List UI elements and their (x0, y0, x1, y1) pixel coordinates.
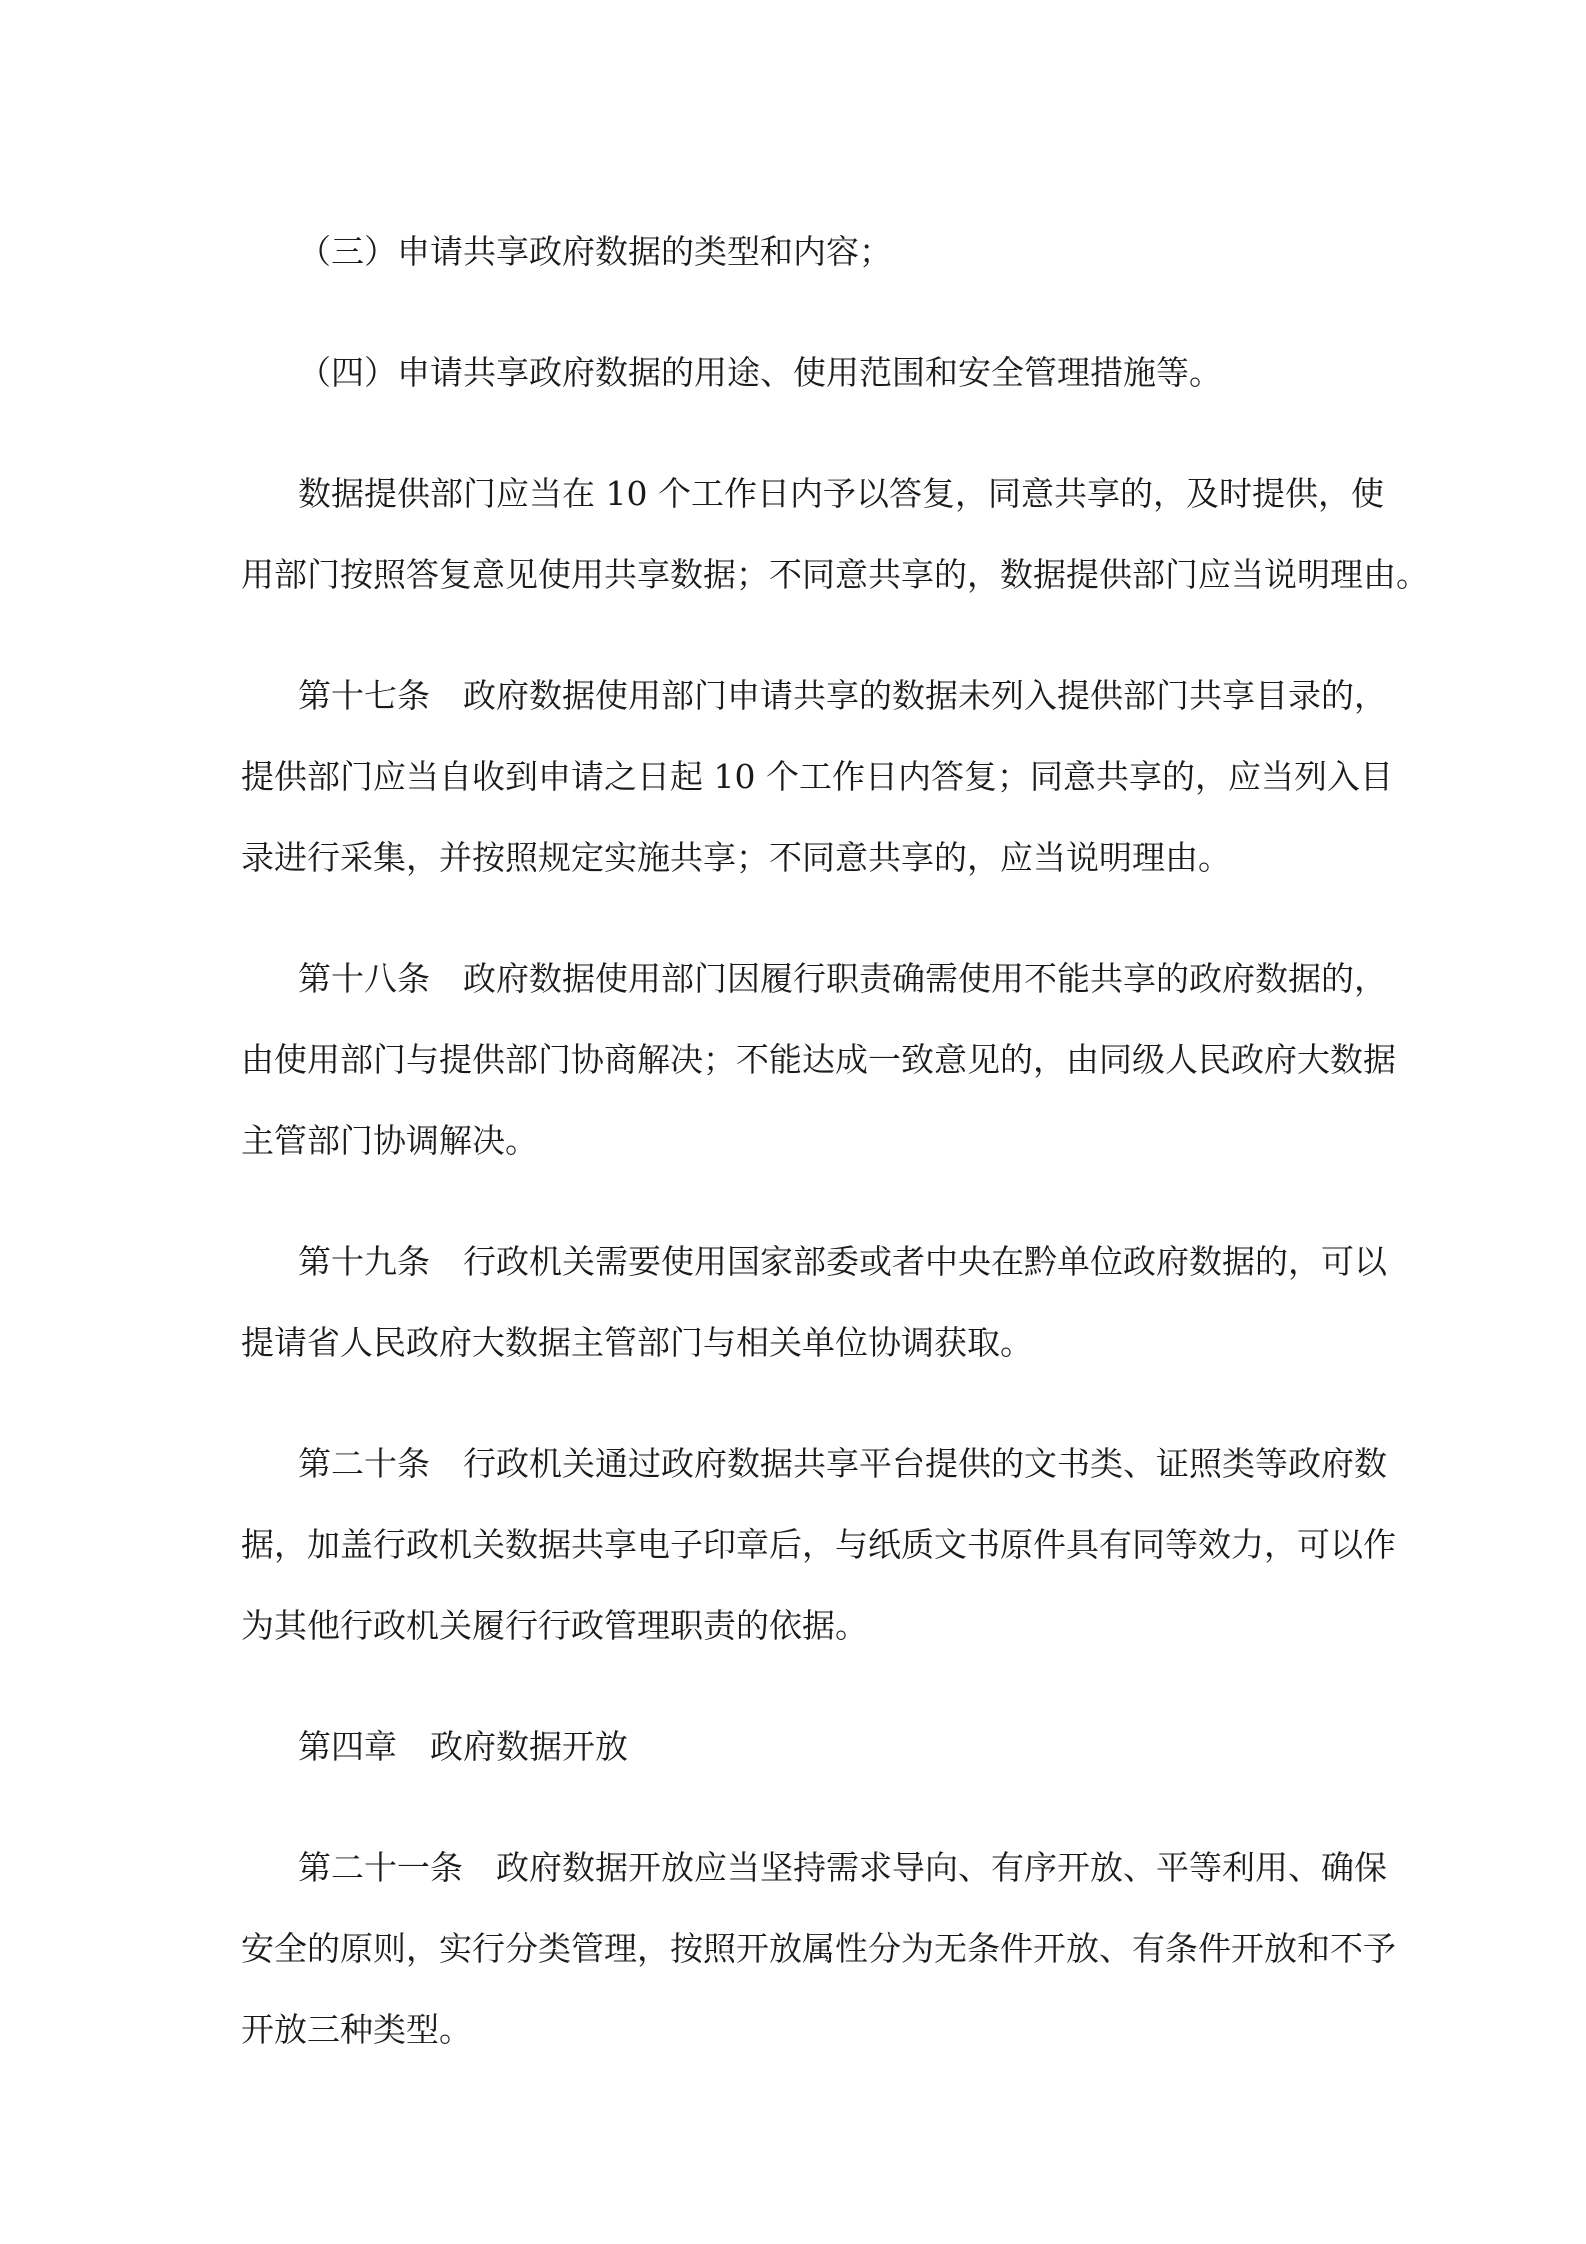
text-line: （三）申请共享政府数据的类型和内容； (298, 232, 892, 271)
paragraph (241, 938, 1396, 1181)
text-line: 用部门按照答复意见使用共享数据；不同意共享的，数据提供部门应当说明理由。 (241, 555, 1429, 594)
paragraph (241, 332, 1356, 413)
text-line: 开放三种类型。 (241, 2010, 472, 2049)
text-line: 提供部门应当自收到申请之日起 10 个工作日内答复；同意共享的，应当列入目 (241, 757, 1393, 796)
text-line: 安全的原则，实行分类管理，按照开放属性分为无条件开放、有条件开放和不予 (241, 1929, 1396, 1968)
text-line: 由使用部门与提供部门协商解决；不能达成一致意见的，由同级人民政府大数据 (241, 1040, 1396, 1079)
text-line: 录进行采集，并按照规定实施共享；不同意共享的，应当说明理由。 (241, 838, 1231, 877)
paragraph (241, 453, 1429, 615)
text-line: 主管部门协调解决。 (241, 1121, 538, 1160)
text-line: 为其他行政机关履行行政管理职责的依据。 (241, 1606, 868, 1645)
text-line: 据，加盖行政机关数据共享电子印章后，与纸质文书原件具有同等效力，可以作 (241, 1525, 1396, 1564)
text-line: 第二十一条 政府数据开放应当坚持需求导向、有序开放、平等利用、确保 (298, 1848, 1387, 1887)
paragraph (241, 1827, 1396, 2070)
text-line: 数据提供部门应当在 10 个工作日内予以答复，同意共享的，及时提供，使 (298, 474, 1384, 513)
document-body (241, 211, 1429, 2110)
text-line: 第十八条 政府数据使用部门因履行职责确需使用不能共享的政府数据的， (298, 959, 1387, 998)
paragraph (241, 1706, 1356, 1787)
paragraph (241, 1423, 1396, 1666)
text-line: （四）申请共享政府数据的用途、使用范围和安全管理措施等。 (298, 353, 1222, 392)
paragraph (241, 1221, 1387, 1383)
text-line: 第二十条 行政机关通过政府数据共享平台提供的文书类、证照类等政府数 (298, 1444, 1387, 1483)
text-line: 第十七条 政府数据使用部门申请共享的数据未列入提供部门共享目录的， (298, 676, 1387, 715)
text-line: 提请省人民政府大数据主管部门与相关单位协调获取。 (241, 1323, 1033, 1362)
paragraph (241, 211, 1356, 292)
text-line: 第十九条 行政机关需要使用国家部委或者中央在黔单位政府数据的，可以 (298, 1242, 1387, 1281)
paragraph (241, 655, 1393, 898)
text-line: 第四章 政府数据开放 (298, 1727, 628, 1766)
